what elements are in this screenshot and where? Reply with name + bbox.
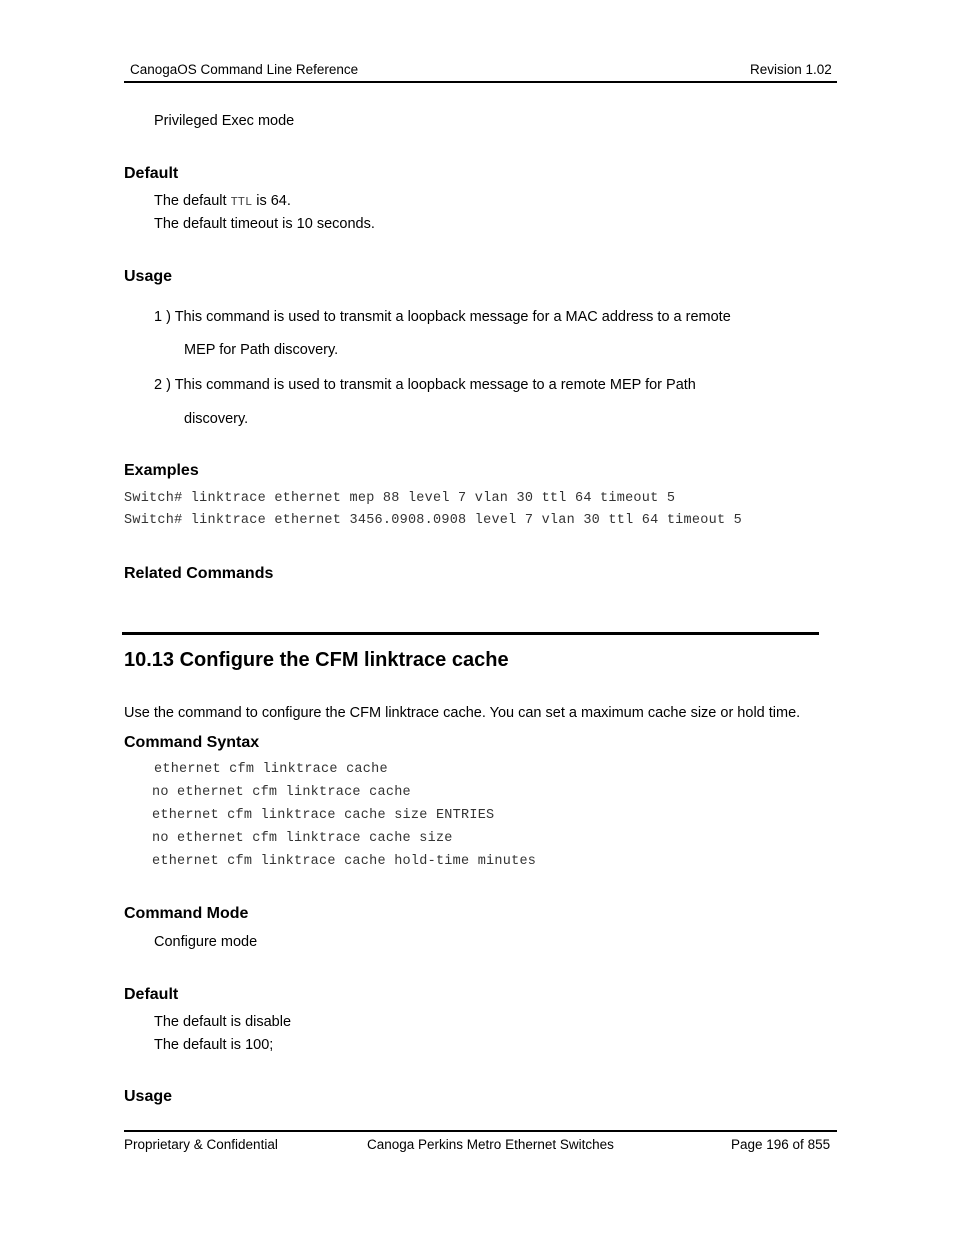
usage-item-2-line1: 2 ) This command is used to transmit a loopback message to a remote MEP for Path	[154, 377, 696, 393]
default-heading-1: Default	[124, 165, 179, 182]
footer-rule	[124, 1130, 837, 1132]
command-mode-heading: Command Mode	[124, 905, 249, 922]
header-title: CanogaOS Command Line Reference	[130, 62, 359, 77]
default-heading-2: Default	[124, 986, 179, 1003]
syntax-line-5: ethernet cfm linktrace cache hold-time minutes	[152, 854, 537, 869]
syntax-line-4: no ethernet cfm linktrace cache size	[152, 831, 453, 846]
syntax-line-2: no ethernet cfm linktrace cache	[152, 785, 411, 800]
mode-text-top: Privileged Exec mode	[154, 113, 295, 129]
default-ttl-suffix: is 64.	[252, 193, 291, 209]
header-rule	[124, 81, 837, 83]
usage-heading-1: Usage	[124, 268, 173, 285]
usage-item-1-line2: MEP for Path discovery.	[184, 342, 339, 358]
related-commands-heading: Related Commands	[124, 565, 274, 582]
usage-item-2-line2: discovery.	[184, 411, 249, 427]
footer-left: Proprietary & Confidential	[124, 1137, 278, 1152]
syntax-line-3: ethernet cfm linktrace cache size ENTRIES	[152, 808, 495, 823]
footer-page-number: Page 196 of 855	[731, 1137, 831, 1152]
default-ttl-prefix: The default	[154, 193, 231, 209]
syntax-line-1: ethernet cfm linktrace cache	[154, 762, 388, 777]
default-timeout-line: The default timeout is 10 seconds.	[154, 216, 375, 232]
section-intro: Use the command to configure the CFM linktrace cache. You can set a maximum cache size or hold time.	[124, 705, 801, 721]
usage-item-1-line1: 1 ) This command is used to transmit a loopback message for a MAC address to a remote	[154, 309, 731, 325]
header-revision: Revision 1.02	[750, 62, 832, 77]
section-title: 10.13 Configure the CFM linktrace cache	[124, 649, 509, 671]
ttl-code: TTL	[230, 195, 253, 209]
default2-line2: The default is 100;	[154, 1037, 274, 1053]
example-line-1: Switch# linktrace ethernet mep 88 level 7 vlan 30 ttl 64 timeout 5	[124, 491, 676, 506]
command-syntax-heading: Command Syntax	[124, 734, 260, 751]
section-rule	[122, 632, 819, 635]
examples-heading: Examples	[124, 462, 199, 479]
default2-line1: The default is disable	[154, 1014, 292, 1030]
usage-heading-2: Usage	[124, 1088, 173, 1105]
command-mode-text: Configure mode	[154, 934, 258, 950]
footer-center: Canoga Perkins Metro Ethernet Switches	[367, 1137, 614, 1152]
default-ttl-line	[154, 193, 291, 209]
example-line-2: Switch# linktrace ethernet 3456.0908.0908 level 7 vlan 30 ttl 64 timeout 5	[124, 513, 742, 528]
